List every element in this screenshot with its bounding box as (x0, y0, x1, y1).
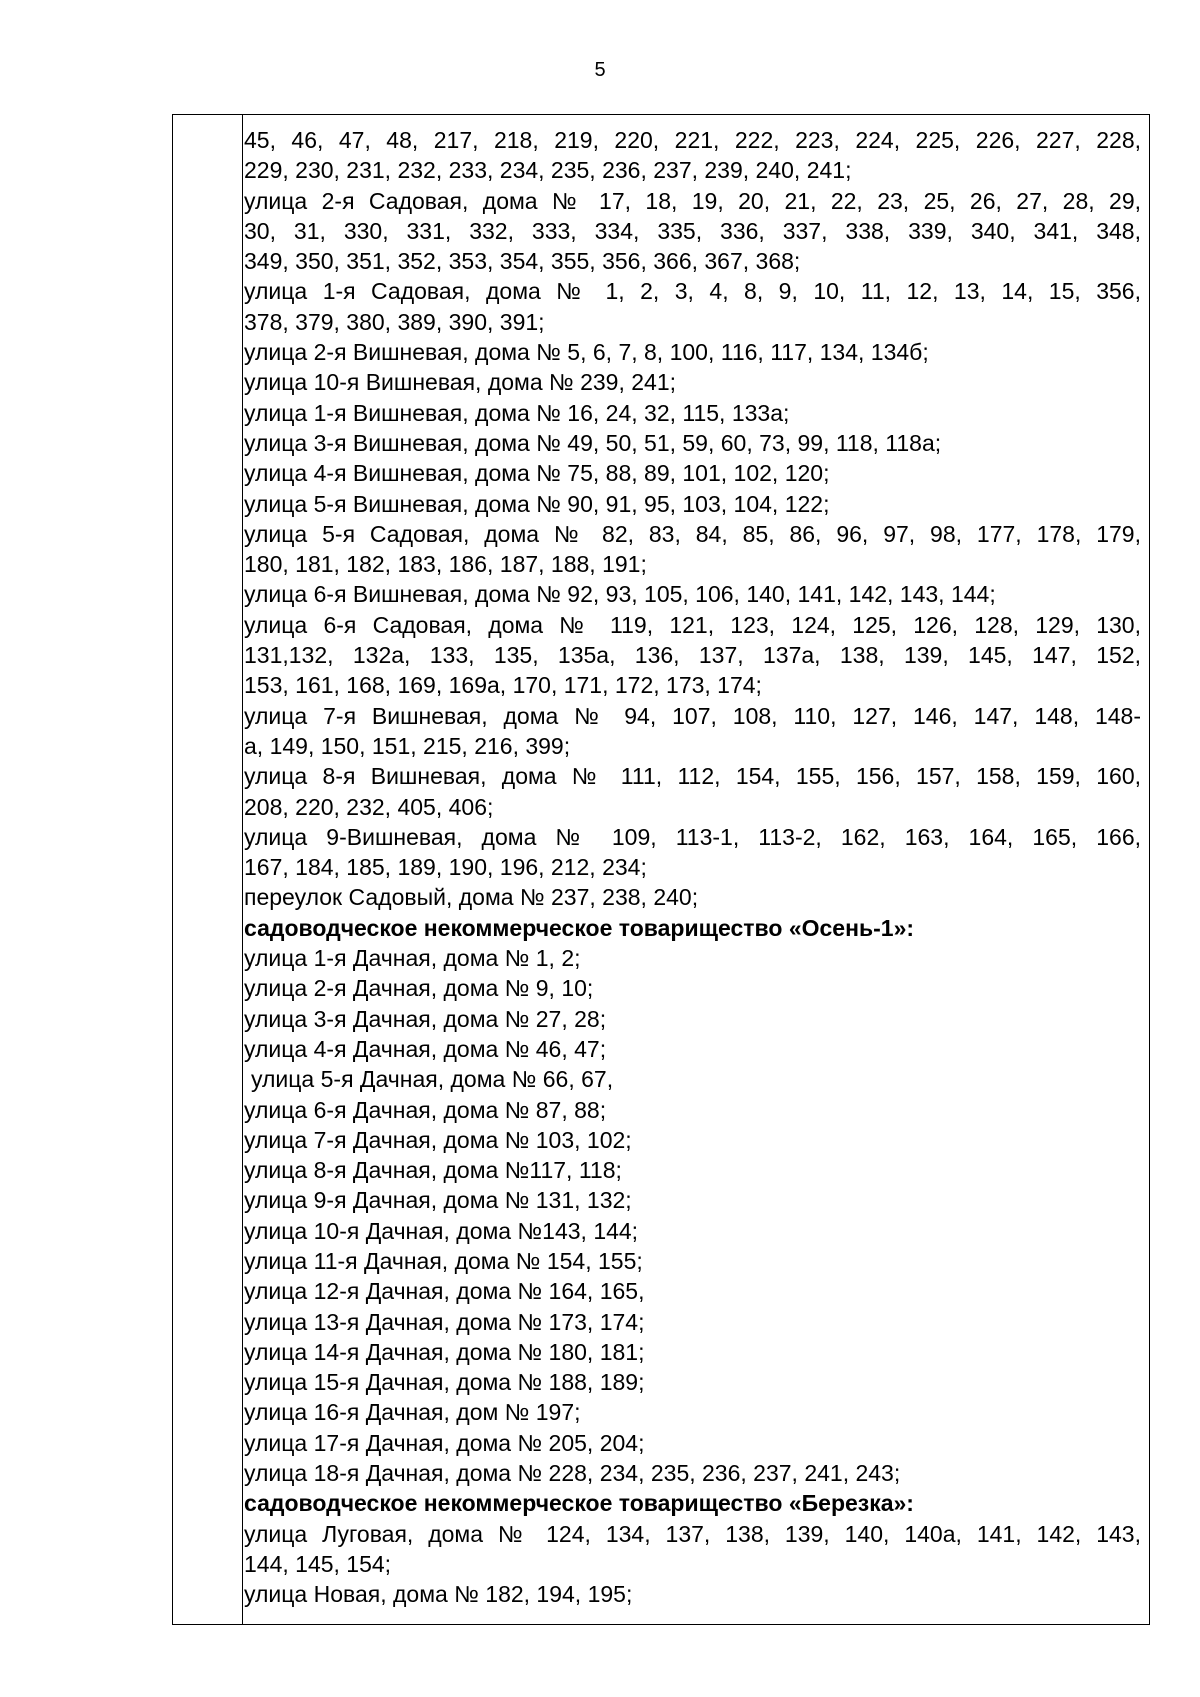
address-line: улица 9-я Дачная, дома № 131, 132; (244, 1187, 632, 1214)
address-line: улица Луговая, дома № 124, 134, 137, 138, 139, 140, 140а, 141, 142, 143, (244, 1520, 1141, 1547)
address-line: улица 1-я Вишневая, дома № 16, 24, 32, 115, 133а; (244, 399, 790, 426)
address-line: улица 2-я Дачная, дома № 9, 10; (244, 975, 594, 1002)
address-line: улица 10-я Дачная, дома №143, 144; (244, 1217, 639, 1244)
section-heading: садоводческое некоммерческое товарищество «Осень-1»: (244, 914, 915, 941)
address-line: улица 9-Вишневая, дома № 109, 113-1, 113-2, 162, 163, 164, 165, 166, (244, 823, 1141, 850)
address-line: а, 149, 150, 151, 215, 216, 399; (244, 732, 571, 759)
address-line: улица 3-я Дачная, дома № 27, 28; (244, 1005, 607, 1032)
address-list (244, 125, 1141, 1610)
address-line: улица 1-я Дачная, дома № 1, 2; (244, 945, 581, 972)
address-line: улица 17-я Дачная, дома № 205, 204; (244, 1429, 645, 1456)
address-line: улица 11-я Дачная, дома № 154, 155; (244, 1247, 643, 1274)
address-line: улица 16-я Дачная, дом № 197; (244, 1399, 581, 1426)
address-line: улица 5-я Вишневая, дома № 90, 91, 95, 103, 104, 122; (244, 490, 830, 517)
address-line: улица 5-я Дачная, дома № 66, 67, (251, 1066, 614, 1093)
address-line: улица 3-я Вишневая, дома № 49, 50, 51, 59, 60, 73, 99, 118, 118а; (244, 429, 942, 456)
address-line: переулок Садовый, дома № 237, 238, 240; (244, 884, 699, 911)
table-number-column (173, 115, 243, 1624)
address-line: 167, 184, 185, 189, 190, 196, 212, 234; (244, 854, 647, 881)
address-line: улица 13-я Дачная, дома № 173, 174; (244, 1308, 645, 1335)
page-number: 5 (594, 59, 606, 81)
address-line: улица 8-я Вишневая, дома № 111, 112, 154, 155, 156, 157, 158, 159, 160, (244, 763, 1141, 790)
address-line: улица 18-я Дачная, дома № 228, 234, 235, 236, 237, 241, 243; (244, 1460, 901, 1487)
address-line: улица 7-я Вишневая, дома № 94, 107, 108, 110, 127, 146, 147, 148, 148- (244, 702, 1141, 729)
address-line: улица 5-я Садовая, дома № 82, 83, 84, 85, 86, 96, 97, 98, 177, 178, 179, (244, 520, 1141, 547)
address-line: улица 4-я Вишневая, дома № 75, 88, 89, 101, 102, 120; (244, 460, 830, 487)
address-line: 229, 230, 231, 232, 233, 234, 235, 236, 237, 239, 240, 241; (244, 157, 852, 184)
address-line: улица 6-я Дачная, дома № 87, 88; (244, 1096, 607, 1123)
address-line: улица 2-я Садовая, дома № 17, 18, 19, 20, 21, 22, 23, 25, 26, 27, 28, 29, (244, 187, 1141, 214)
address-line: 208, 220, 232, 405, 406; (244, 793, 494, 820)
address-line: 144, 145, 154; (244, 1550, 392, 1577)
address-line: улица 1-я Садовая, дома № 1, 2, 3, 4, 8, 9, 10, 11, 12, 13, 14, 15, 356, (244, 278, 1141, 305)
address-table (172, 114, 1150, 1625)
address-line: улица 4-я Дачная, дома № 46, 47; (244, 1035, 607, 1062)
address-line: улица 6-я Садовая, дома № 119, 121, 123, 124, 125, 126, 128, 129, 130, (244, 611, 1141, 638)
address-line: улица Новая, дома № 182, 194, 195; (244, 1581, 633, 1608)
address-line: 378, 379, 380, 389, 390, 391; (244, 308, 545, 335)
address-line: 45, 46, 47, 48, 217, 218, 219, 220, 221, 222, 223, 224, 225, 226, 227, 228, (244, 127, 1141, 153)
address-line: улица 15-я Дачная, дома № 188, 189; (244, 1369, 645, 1396)
address-line: улица 8-я Дачная, дома №117, 118; (244, 1157, 622, 1184)
address-line: 349, 350, 351, 352, 353, 354, 355, 356, 366, 367, 368; (244, 248, 801, 275)
address-line: улица 12-я Дачная, дома № 164, 165, (244, 1278, 645, 1305)
address-line: 30, 31, 330, 331, 332, 333, 334, 335, 336, 337, 338, 339, 340, 341, 348, (244, 217, 1141, 244)
address-line: улица 14-я Дачная, дома № 180, 181; (244, 1338, 645, 1365)
section-heading: садоводческое некоммерческое товарищество «Березка»: (244, 1490, 914, 1517)
address-line: улица 7-я Дачная, дома № 103, 102; (244, 1126, 632, 1153)
address-line: улица 2-я Вишневая, дома № 5, 6, 7, 8, 100, 116, 117, 134, 134б; (244, 339, 929, 366)
address-line: улица 10-я Вишневая, дома № 239, 241; (244, 369, 677, 396)
address-line: улица 6-я Вишневая, дома № 92, 93, 105, 106, 140, 141, 142, 143, 144; (244, 581, 996, 608)
address-line: 131,132, 132а, 133, 135, 135а, 136, 137, 137а, 138, 139, 145, 147, 152, (244, 642, 1141, 669)
address-line: 153, 161, 168, 169, 169а, 170, 171, 172, 173, 174; (244, 672, 762, 699)
address-line: 180, 181, 182, 183, 186, 187, 188, 191; (244, 551, 647, 578)
